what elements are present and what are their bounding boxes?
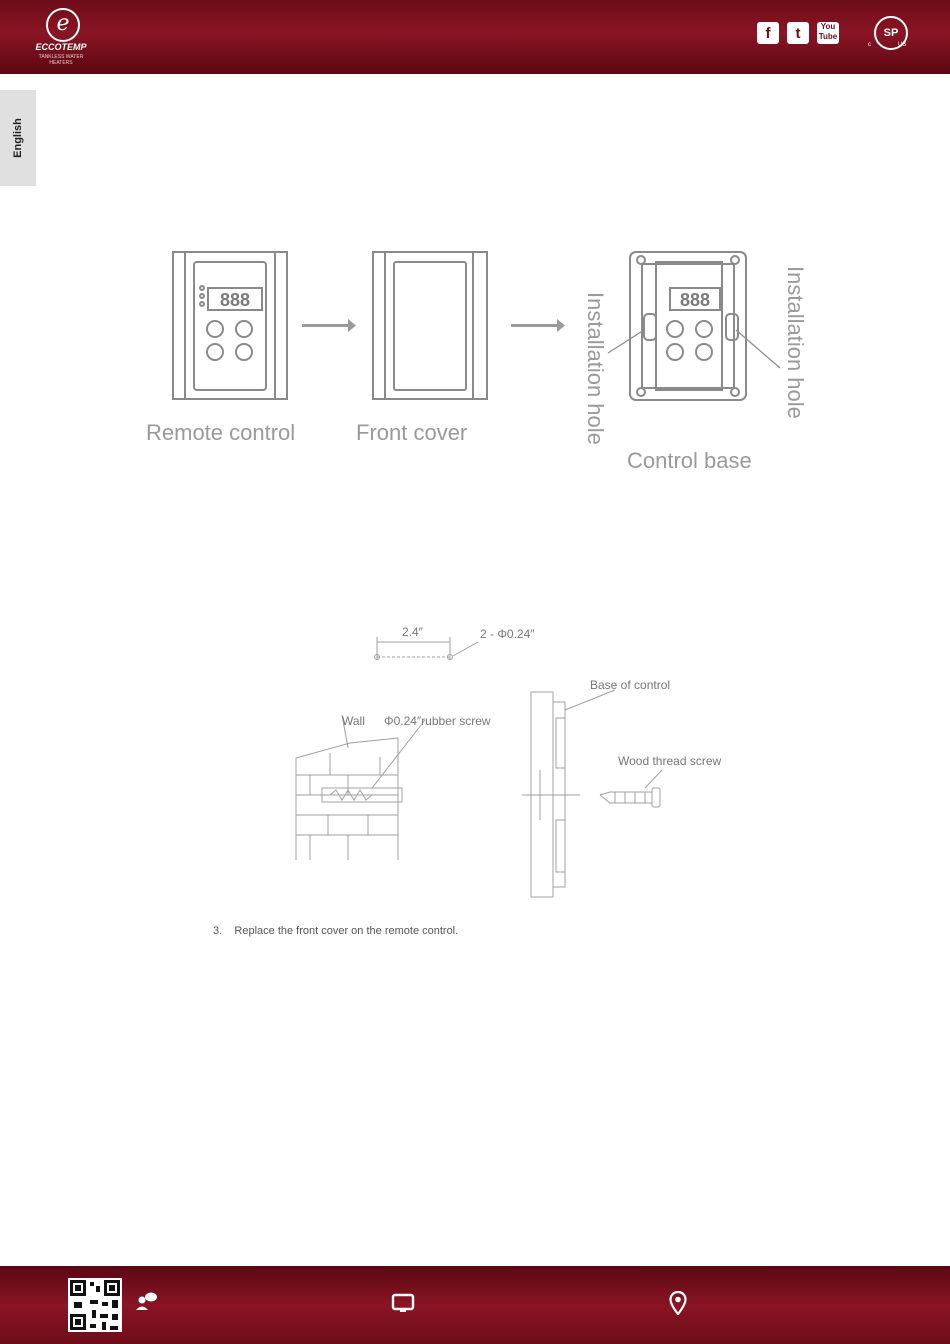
- wall-mount-diagram: [290, 620, 760, 905]
- installation-hole-right-label: Installation hole: [783, 266, 808, 419]
- csa-c-label: c: [868, 42, 871, 48]
- control-base-side-drawing: [522, 690, 615, 897]
- csa-mark-text: SP: [874, 16, 908, 50]
- support-person-icon[interactable]: [136, 1292, 158, 1312]
- monitor-icon[interactable]: [391, 1292, 415, 1316]
- front-cover-label: Front cover: [356, 420, 468, 445]
- remote-display-digits: 888: [219, 290, 251, 310]
- rubber-screw-label: Φ0.24″rubber screw: [384, 714, 491, 728]
- arrow-1: [302, 324, 348, 327]
- remote-control-diagram: [130, 240, 830, 485]
- page-header: [0, 0, 950, 74]
- csa-us-label: US: [898, 42, 907, 48]
- spacing-label: 2.4″: [402, 625, 423, 639]
- control-base-label: Control base: [627, 448, 752, 473]
- remote-control-drawing: [173, 252, 287, 399]
- step-3-text: 3. Replace the front cover on the remote control.: [213, 925, 459, 937]
- logo-text: ECCOTEMP: [35, 42, 87, 52]
- location-pin-icon[interactable]: [669, 1291, 687, 1315]
- arrow-2: [511, 324, 557, 327]
- qr-code-icon[interactable]: [68, 1278, 122, 1332]
- page-footer: [0, 1266, 950, 1344]
- front-cover-drawing: [373, 252, 487, 399]
- logo-tagline: TANKLESS WATER HEATERS: [38, 54, 84, 66]
- youtube-icon[interactable]: You Tube: [817, 22, 839, 44]
- facebook-icon[interactable]: f: [757, 22, 779, 44]
- base-of-control-label: Base of control: [590, 678, 671, 692]
- wall-label: Wall: [342, 714, 365, 728]
- wood-screw-label: Wood thread screw: [618, 754, 722, 768]
- base-display-digits: 888: [679, 290, 711, 310]
- wood-screw-drawing: [600, 770, 662, 807]
- control-base-drawing: [608, 252, 780, 400]
- csa-mark-icon: [868, 16, 912, 56]
- eccotemp-logo-icon: e ECCOTEMP TANKLESS WATER HEATERS: [30, 8, 92, 66]
- hole-diameter-label: 2 - Φ0.24″: [480, 627, 535, 641]
- language-tab-label: English: [12, 118, 25, 158]
- wall-drawing: [296, 715, 425, 860]
- twitter-icon[interactable]: t: [787, 22, 809, 44]
- remote-control-label: Remote control: [146, 420, 296, 445]
- installation-hole-left-label: Installation hole: [583, 292, 608, 445]
